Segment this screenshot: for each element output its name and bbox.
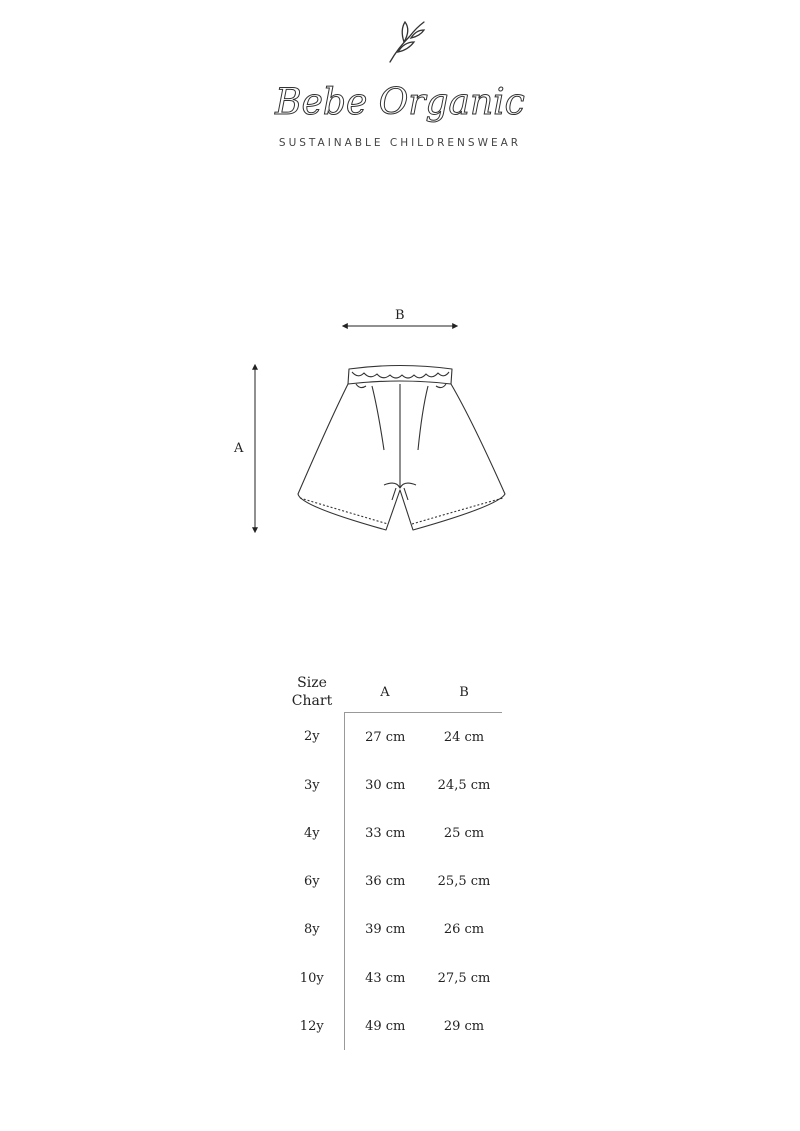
dimension-a-label: A	[234, 441, 244, 456]
column-header-a: A	[344, 672, 426, 713]
measure-a-cell: 27 cm	[344, 713, 426, 762]
measure-b-cell: 24 cm	[443, 729, 485, 745]
shorts-outline	[298, 366, 505, 531]
measure-b-cell: 29 cm	[443, 1018, 485, 1034]
size-cell: 10y	[299, 970, 324, 986]
size-chart-table	[280, 672, 502, 1050]
size-cell: 2y	[303, 729, 320, 745]
size-chart-header-row	[280, 672, 502, 713]
table-row	[280, 858, 502, 906]
column-header-b: B	[426, 672, 502, 713]
size-cell: 12y	[299, 1018, 324, 1034]
leaf-sprig-icon	[390, 22, 424, 62]
table-row	[280, 954, 502, 1002]
measure-a-cell: 30 cm	[344, 761, 426, 809]
size-cell: 6y	[303, 874, 320, 890]
dimension-b-label: B	[395, 308, 405, 323]
measure-b-cell: 24,5 cm	[437, 777, 491, 793]
measure-a-cell: 49 cm	[344, 1002, 426, 1050]
size-cell: 8y	[303, 922, 320, 938]
brand-wordmark: Bebe Organic	[275, 82, 525, 123]
table-row	[280, 809, 502, 857]
measure-a-cell: 43 cm	[344, 954, 426, 1002]
measure-b-cell: 26 cm	[443, 922, 485, 938]
measure-b-cell: 27,5 cm	[437, 970, 491, 986]
shorts-diagram	[0, 300, 800, 550]
measure-a-cell: 39 cm	[344, 906, 426, 954]
table-row	[280, 906, 502, 954]
brand-tagline: SUSTAINABLE CHILDRENSWEAR	[278, 137, 522, 149]
table-row	[280, 1002, 502, 1050]
size-cell: 4y	[303, 825, 320, 841]
measure-a-cell: 36 cm	[344, 858, 426, 906]
measure-b-cell: 25 cm	[443, 825, 485, 841]
size-cell: 3y	[303, 777, 320, 793]
size-chart-title: Size Chart	[291, 675, 333, 710]
table-row	[280, 761, 502, 809]
brand-logo	[0, 0, 800, 160]
measure-a-cell: 33 cm	[344, 809, 426, 857]
measure-b-cell: 25,5 cm	[437, 874, 491, 890]
table-row	[280, 713, 502, 762]
